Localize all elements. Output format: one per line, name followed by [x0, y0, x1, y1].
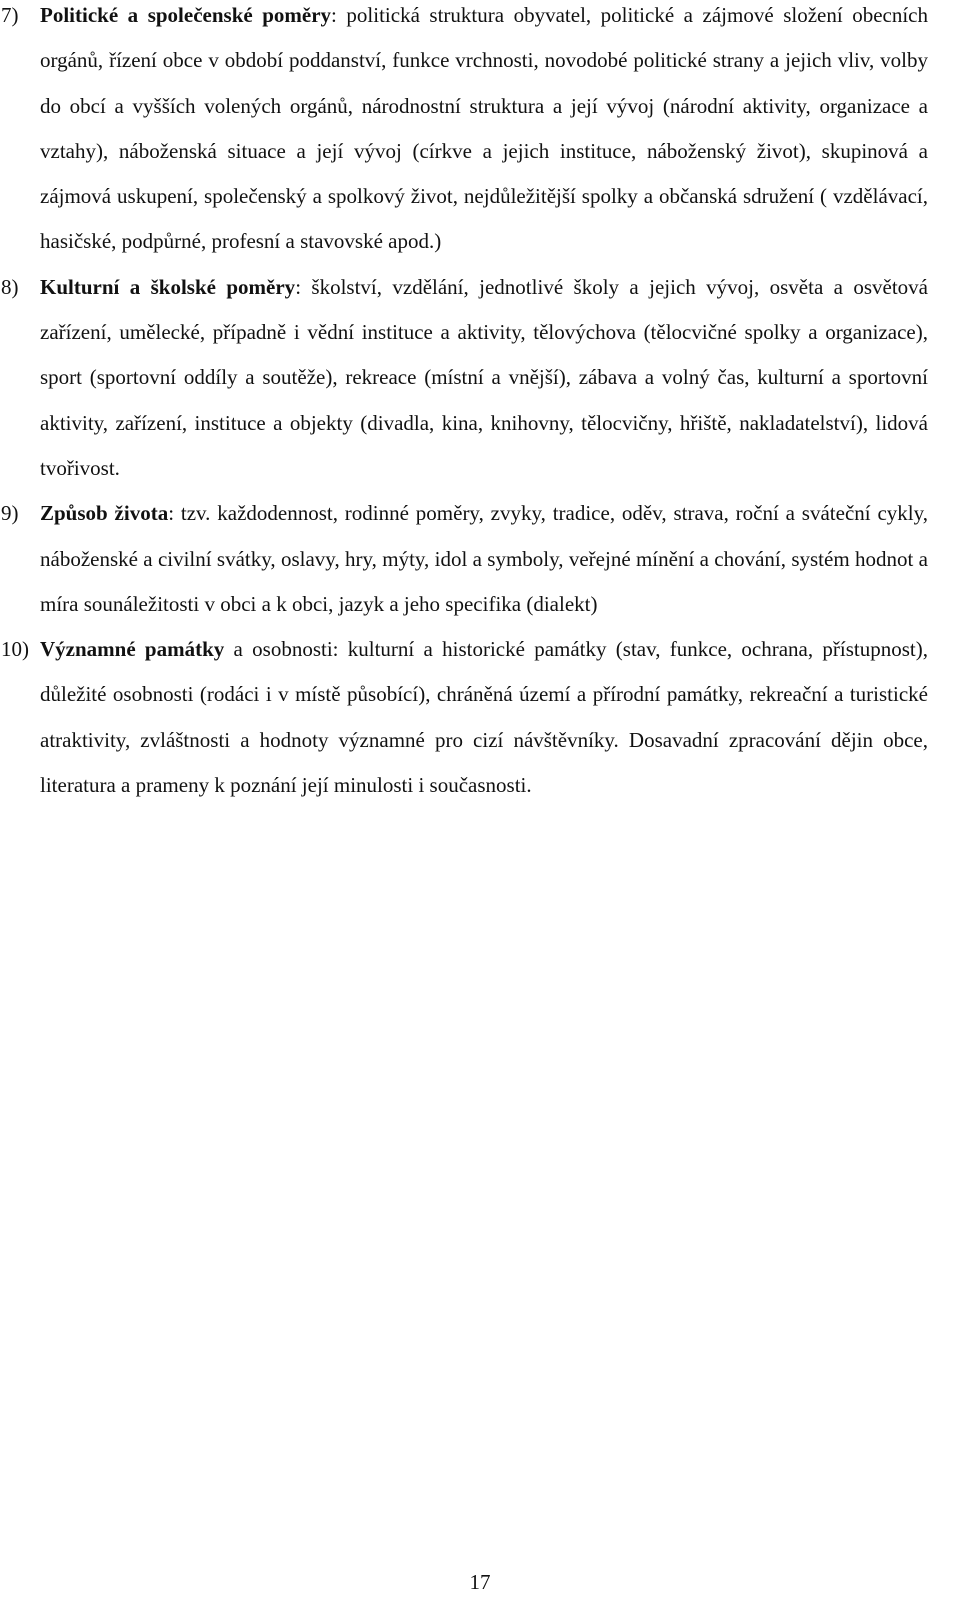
- list-item-number: 8): [1, 274, 19, 299]
- list-item-title: Způsob života: [40, 501, 169, 526]
- list-item-title: Významné památky: [40, 637, 225, 662]
- list-item-9: [0, 491, 960, 627]
- list-item-10: [0, 627, 960, 808]
- list-item-title: Kulturní a školské poměry: [40, 274, 296, 299]
- list-item-number: 7): [1, 3, 19, 27]
- list-item-text: : politická struktura obyvatel, politické a zájmové složení obecních orgánů, řízení obce v období poddanství, funkce vrchnosti, novodobé politické strany a jejich vliv, volby do obcí a vyšších volených orgánů, národnostní struktura a její vývoj (národní aktivity, organizace a vztahy), náboženská situace a její vývoj (církve a jejich instituce, náboženský život), skupinová a zájmová uskupení, společenský a spolkový život, nejdůležitější spolky a občanská sdružení ( vzdělávací, hasičské, podpůrné, profesní a stavovské apod.): [40, 3, 928, 254]
- list-item-7: [0, 0, 960, 265]
- page-number: 17: [469, 1570, 491, 1594]
- list-item-text: a osobnosti: kulturní a historické památky (stav, funkce, ochrana, přístupnost), důležité osobnosti (rodáci i v místě působící), chráněná území a přírodní památky, rekreační a turistické atraktivity, zvláštnosti a hodnoty významné pro cizí návštěvníky. Dosavadní zpracování dějin obce, literatura a prameny k poznání její minulosti i současnosti.: [40, 637, 928, 798]
- list-item-8: [0, 265, 960, 491]
- list-item-number: 10): [1, 637, 29, 662]
- list-item-title: Politické a společenské poměry: [40, 3, 332, 27]
- list-item-text: : tzv. každodennost, rodinné poměry, zvyky, tradice, oděv, strava, roční a sváteční cykly, náboženské a civilní svátky, oslavy, hry, mýty, idol a symboly, veřejné mínění a chování, systém hodnot a míra sounáležitosti v obci a k obci, jazyk a jeho specifika (dialekt): [40, 501, 928, 616]
- list-item-text: : školství, vzdělání, jednotlivé školy a jejich vývoj, osvěta a osvětová zařízení, umělecké, případně i vědní instituce a aktivity, tělovýchova (tělocvičné spolky a organizace), sport (sportovní oddíly a soutěže), rekreace (místní a vnější), zábava a volný čas, kulturní a sportovní aktivity, zařízení, instituce a objekty (divadla, kina, knihovny, tělocvičny, hřiště, nakladatelství), lidová tvořivost.: [40, 274, 929, 480]
- numbered-list: [0, 0, 960, 808]
- list-item-number: 9): [1, 501, 19, 526]
